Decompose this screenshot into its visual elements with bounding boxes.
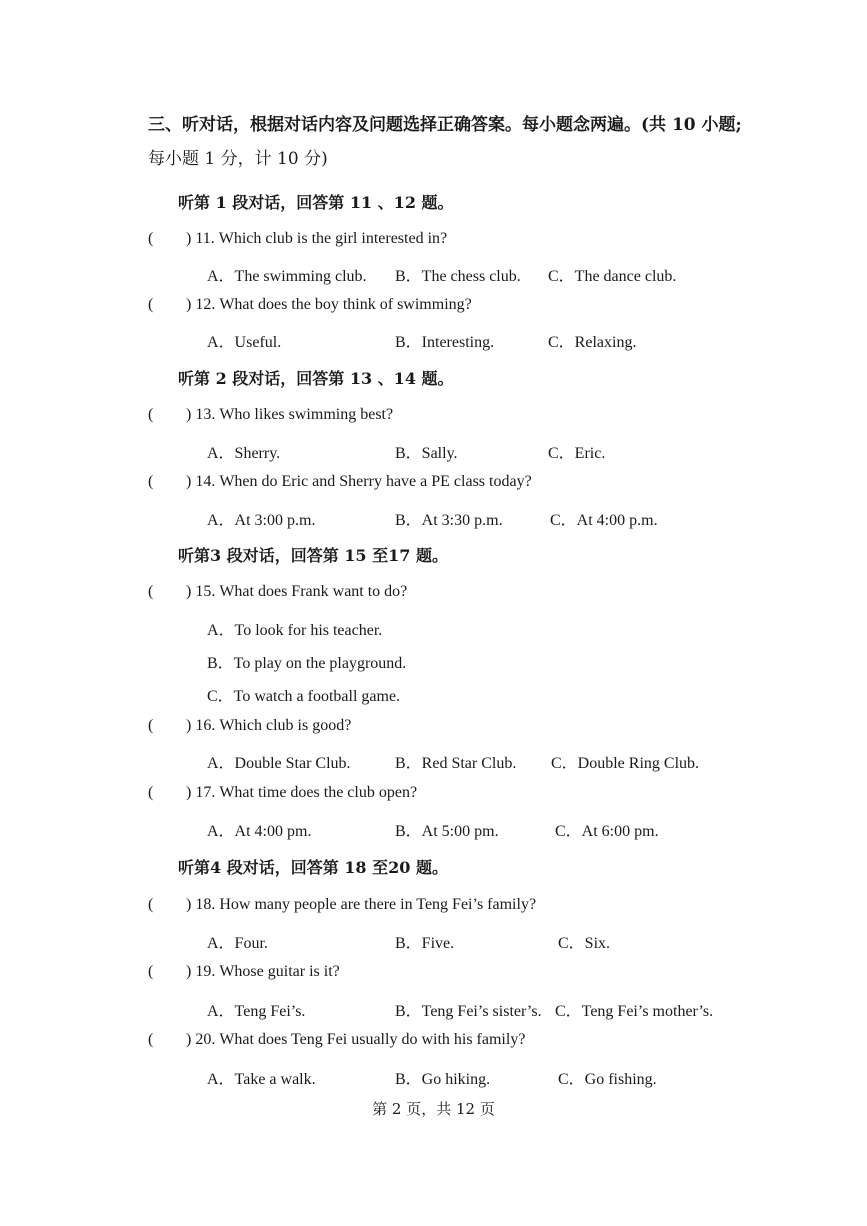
question-text: Which club is the girl interested in?	[218, 230, 448, 247]
question-13	[148, 406, 393, 424]
question-number: ) 14.	[186, 473, 216, 490]
answer-blank[interactable]: (	[148, 473, 154, 490]
question-text: How many people are there in Teng Fei’s family?	[219, 896, 537, 913]
option-11-b: B．The chess club.	[395, 268, 521, 285]
option-12-c: C．Relaxing.	[548, 334, 637, 351]
question-number: ) 16.	[186, 717, 216, 734]
answer-blank[interactable]: (	[148, 583, 154, 600]
page-number-footer: 第 2 页，共 12 页	[372, 1100, 495, 1118]
question-number: ) 15.	[186, 583, 216, 600]
question-number: ) 18.	[186, 896, 216, 913]
option-16-b: B．Red Star Club.	[395, 755, 517, 772]
question-text: What does the boy think of swimming?	[219, 296, 472, 313]
option-19-b: B．Teng Fei’s sister’s.	[395, 1003, 542, 1020]
option-20-c: C．Go fishing.	[558, 1071, 657, 1088]
question-text: What time does the club open?	[219, 784, 418, 801]
option-19-a: A．Teng Fei’s.	[207, 1003, 306, 1020]
option-15-c: C．To watch a football game.	[207, 688, 401, 705]
dialog-instruction-1: 听第 1 段对话，回答第 11 、12 题。	[178, 193, 454, 212]
option-12-a: A．Useful.	[207, 334, 282, 351]
answer-blank[interactable]: (	[148, 296, 154, 313]
option-20-b: B．Go hiking.	[395, 1071, 491, 1088]
question-number: ) 11.	[186, 230, 215, 247]
question-number: ) 17.	[186, 784, 216, 801]
option-11-c: C．The dance club.	[548, 268, 677, 285]
option-19-c: C．Teng Fei’s mother’s.	[555, 1003, 714, 1020]
dialog-instruction-3: 听第3 段对话，回答第 15 至17 题。	[178, 546, 448, 565]
question-14	[148, 473, 532, 491]
question-text: Who likes swimming best?	[219, 406, 394, 423]
answer-blank[interactable]: (	[148, 406, 154, 423]
question-19	[148, 963, 340, 981]
question-16	[148, 717, 351, 735]
question-number: ) 20.	[186, 1031, 216, 1048]
option-15-a: A．To look for his teacher.	[207, 622, 383, 639]
option-12-b: B．Interesting.	[395, 334, 495, 351]
option-14-a: A．At 3:00 p.m.	[207, 512, 316, 529]
answer-blank[interactable]: (	[148, 963, 154, 980]
answer-blank[interactable]: (	[148, 717, 154, 734]
option-16-c: C．Double Ring Club.	[551, 755, 700, 772]
question-text: What does Frank want to do?	[219, 583, 408, 600]
question-17	[148, 784, 417, 802]
question-text: Which club is good?	[219, 717, 352, 734]
question-text: Whose guitar is it?	[219, 963, 340, 980]
section-heading-line2: 每小题 1 分，计 10 分)	[148, 149, 328, 169]
question-20	[148, 1031, 525, 1049]
question-number: ) 12.	[186, 296, 216, 313]
option-14-b: B．At 3:30 p.m.	[395, 512, 503, 529]
option-17-b: B．At 5:00 pm.	[395, 823, 499, 840]
option-15-b: B．To play on the playground.	[207, 655, 407, 672]
option-16-a: A．Double Star Club.	[207, 755, 351, 772]
question-text: What does Teng Fei usually do with his family?	[219, 1031, 526, 1048]
question-text: When do Eric and Sherry have a PE class today?	[219, 473, 532, 490]
section-heading-line1: 三、听对话，根据对话内容及问题选择正确答案。每小题念两遍。(共 10 小题;	[148, 115, 742, 135]
option-18-c: C．Six.	[558, 935, 611, 952]
question-number: ) 19.	[186, 963, 216, 980]
option-20-a: A．Take a walk.	[207, 1071, 316, 1088]
question-number: ) 13.	[186, 406, 216, 423]
option-17-a: A．At 4:00 pm.	[207, 823, 312, 840]
dialog-instruction-4: 听第4 段对话，回答第 18 至20 题。	[178, 858, 448, 877]
answer-blank[interactable]: (	[148, 1031, 154, 1048]
option-11-a: A．The swimming club.	[207, 268, 367, 285]
option-17-c: C．At 6:00 pm.	[555, 823, 659, 840]
question-11	[148, 230, 447, 248]
answer-blank[interactable]: (	[148, 784, 154, 801]
answer-blank[interactable]: (	[148, 896, 154, 913]
option-13-c: C．Eric.	[548, 445, 606, 462]
option-13-b: B．Sally.	[395, 445, 458, 462]
question-12	[148, 296, 472, 314]
answer-blank[interactable]: (	[148, 230, 154, 247]
question-15	[148, 583, 407, 601]
option-18-a: A．Four.	[207, 935, 268, 952]
option-13-a: A．Sherry.	[207, 445, 281, 462]
dialog-instruction-2: 听第 2 段对话，回答第 13 、14 题。	[178, 369, 454, 388]
question-18	[148, 896, 536, 914]
section-heading	[148, 108, 748, 176]
option-18-b: B．Five.	[395, 935, 455, 952]
option-14-c: C．At 4:00 p.m.	[550, 512, 658, 529]
